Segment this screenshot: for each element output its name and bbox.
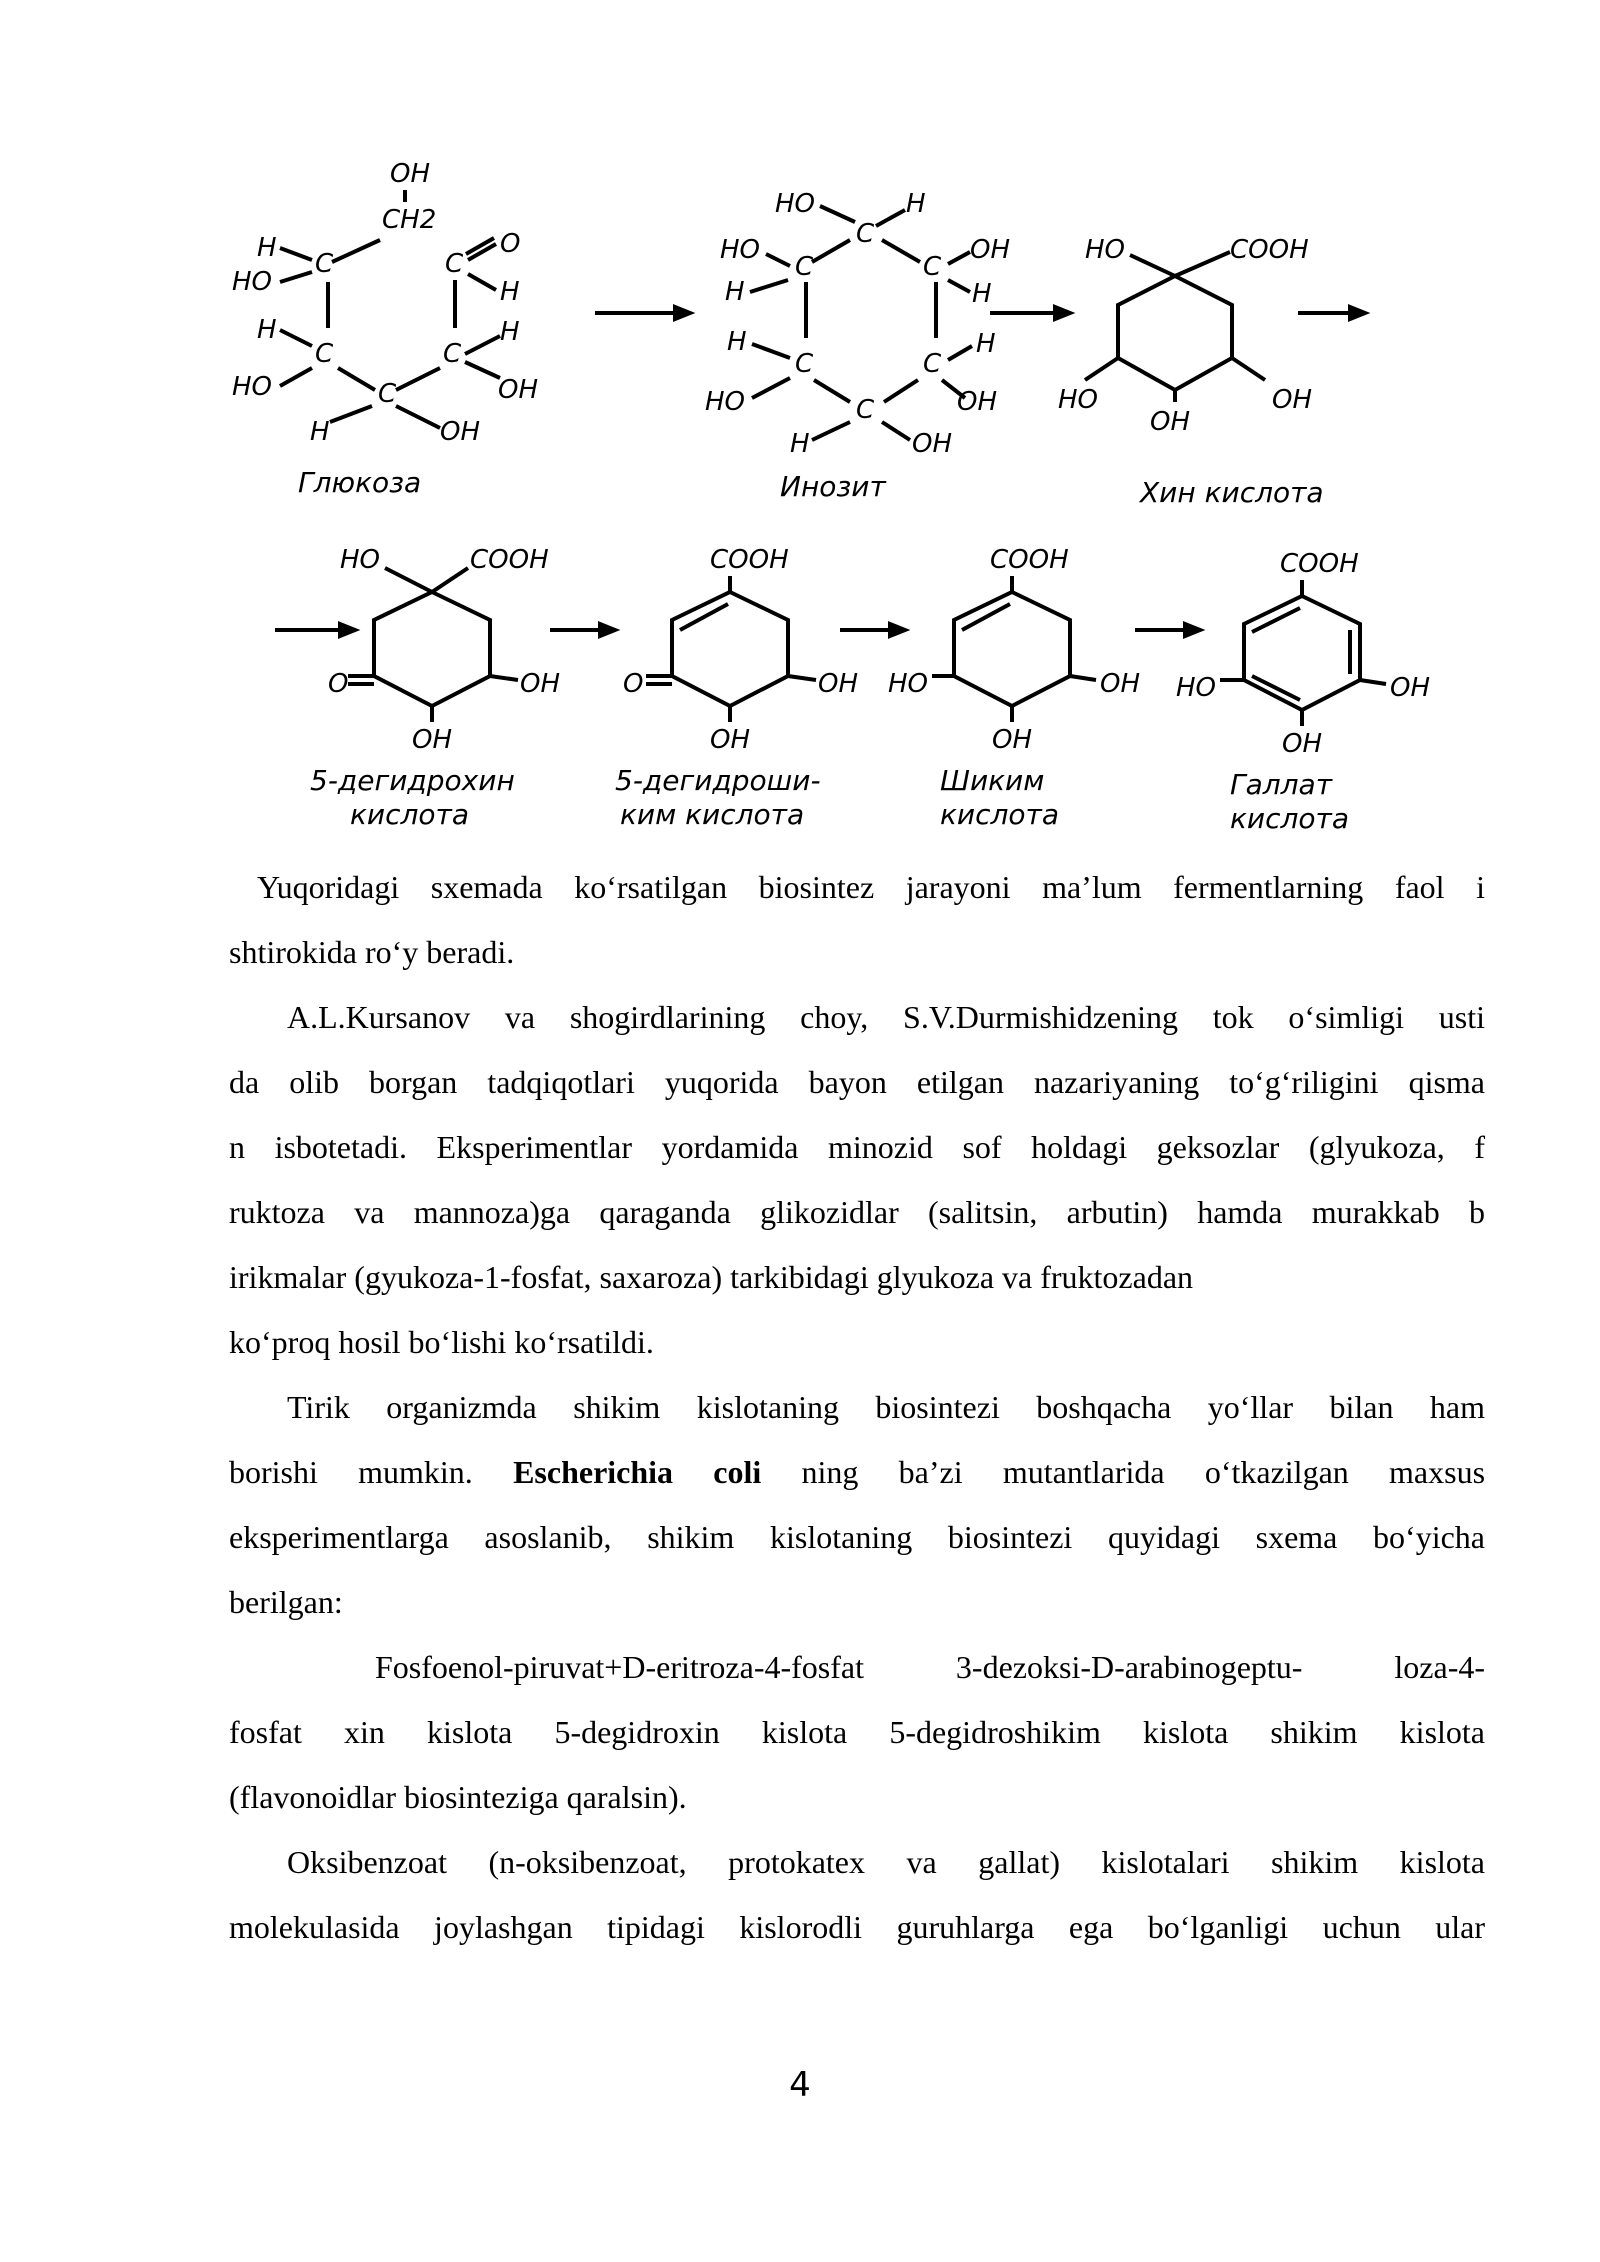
dhs-oh2: OH xyxy=(710,725,751,755)
gallic-label-2: кислота xyxy=(1230,802,1349,835)
glucose-c2: C xyxy=(315,339,334,369)
p2-line-5: irikmalar (gyukoza-1-fosfat, saxaroza) tarkibidagi glyukoza va fruktozadan xyxy=(229,1259,1194,1295)
inositol-structure xyxy=(705,189,1010,503)
gallic-label-1: Галлат xyxy=(1230,768,1333,801)
p1-line-2: shtirokida ro‘y beradi. xyxy=(229,934,515,970)
dhq-cooh: COOH xyxy=(470,545,549,575)
glucose-oh4: OH xyxy=(498,375,539,405)
p2-line-4: ruktoza va mannoza)ga qaraganda glikozidlar (salitsin, arbutin) hamda murakkab b xyxy=(229,1194,1485,1230)
glucose-label: Глюкоза xyxy=(298,466,422,499)
glucose-h4: H xyxy=(500,317,520,347)
glucose-ho1: HO xyxy=(232,267,273,297)
p4-line-2: fosfat xin kislota 5-degidroxin kislota 5-degidroshikim kislota shikim kislota xyxy=(229,1714,1485,1750)
p3-line-2 xyxy=(229,1440,1485,1505)
reaction-arrow xyxy=(840,624,905,636)
glucose-h3: H xyxy=(310,417,330,447)
glucose-ch2: CH2 xyxy=(382,205,437,235)
inositol-oh1: OH xyxy=(970,235,1011,265)
glucose-h2: H xyxy=(257,315,277,345)
dehydroshikimic-acid-structure xyxy=(615,545,858,831)
inositol-ho1: HO xyxy=(720,235,761,265)
paragraph-2 xyxy=(229,985,1485,1375)
dhq-oh1: OH xyxy=(520,669,561,699)
p3-line-4: berilgan: xyxy=(229,1584,343,1620)
p2-line-6: ko‘proq hosil bo‘lishi ko‘rsatildi. xyxy=(229,1324,654,1360)
shikimic-label-2: кислота xyxy=(940,798,1059,831)
inositol-h2: H xyxy=(972,279,992,309)
gallic-oh1: OH xyxy=(1390,673,1431,703)
dhs-cooh: COOH xyxy=(710,545,789,575)
glucose-h1: H xyxy=(257,233,277,263)
inositol-oh2: OH xyxy=(957,387,998,417)
inositol-c1: C xyxy=(856,219,875,249)
p2-line-1: A.L.Kursanov va shogirdlarining choy, S.V.Durmishidzening tok o‘simligi usti xyxy=(287,999,1485,1035)
gallic-acid-structure xyxy=(1176,549,1430,835)
quinic-ho2: HO xyxy=(1058,385,1099,415)
inositol-h-top: H xyxy=(906,189,926,219)
paragraph-4 xyxy=(229,1635,1485,1830)
glucose-o: O xyxy=(500,229,521,259)
quinic-oh2: OH xyxy=(1272,385,1313,415)
p1-line-1: Yuqoridagi sxemada ko‘rsatilgan biosintez jarayoni ma’lum fermentlarning faol i xyxy=(257,869,1485,905)
inositol-h5: H xyxy=(790,429,810,459)
page-number: 4 xyxy=(789,2065,811,2105)
shikimic-ho: HO xyxy=(888,669,929,699)
gallic-cooh: COOH xyxy=(1280,549,1359,579)
reaction-arrow xyxy=(990,307,1070,319)
p3-line-2-end: ning ba’zi mutantlarida o‘tkazilgan maxsus xyxy=(801,1454,1486,1490)
biosynthesis-scheme xyxy=(200,140,1431,840)
dhs-oh1: OH xyxy=(818,669,859,699)
p5-line-1: Oksibenzoat (n-oksibenzoat, protokatex va gallat) kislotalari shikim kislota xyxy=(287,1844,1485,1880)
reaction-arrow xyxy=(550,624,615,636)
glucose-c1: C xyxy=(315,249,334,279)
p3-line-3: eksperimentlarga asoslanib, shikim kislotaning biosintezi quyidagi sxema bo‘yicha xyxy=(229,1519,1485,1555)
glucose-h5: H xyxy=(500,277,520,307)
glucose-oh-top: OH xyxy=(390,159,431,189)
paragraph-1 xyxy=(229,855,1485,985)
inositol-h4: H xyxy=(976,329,996,359)
escherichia-coli-term: Escherichia coli xyxy=(513,1454,762,1490)
dhq-o: O xyxy=(328,669,349,699)
dehydroquinic-acid-structure xyxy=(310,545,560,831)
p4-line-3: (flavonoidlar biosinteziga qaralsin). xyxy=(229,1779,687,1815)
p3-line-2-start: borishi mumkin. xyxy=(229,1454,473,1490)
inositol-c2: C xyxy=(795,252,814,282)
reaction-arrow xyxy=(1298,307,1365,319)
quinic-ho1: HO xyxy=(1085,235,1126,265)
inositol-ho-top: HO xyxy=(775,189,816,219)
dhq-ho: HO xyxy=(340,545,381,575)
shikimic-oh2: OH xyxy=(992,725,1033,755)
shikimic-cooh: COOH xyxy=(990,545,1069,575)
body-text xyxy=(229,855,1485,1960)
glucose-c5: C xyxy=(445,249,464,279)
p2-line-3: n isbotetadi. Eksperimentlar yordamida minozid sof holdagi geksozlar (glyukoza, f xyxy=(229,1129,1485,1165)
shikimic-label-1: Шиким xyxy=(940,764,1045,797)
p5-line-2: molekulasida joylashgan tipidagi kislorodli guruhlarga ega bo‘lganligi uchun ular xyxy=(229,1909,1485,1945)
inositol-c3: C xyxy=(923,252,942,282)
inositol-label: Инозит xyxy=(780,470,886,503)
reaction-arrow xyxy=(275,624,355,636)
glucose-structure xyxy=(232,159,538,499)
dhs-o: O xyxy=(623,669,644,699)
glucose-oh3: OH xyxy=(440,417,481,447)
p4-line-1: Fosfoenol-piruvat+D-eritroza-4-fosfat 3-dezoksi-D-arabinogeptu- loza-4- xyxy=(375,1649,1485,1685)
dehydroshikimic-label-1: 5-дегидроши- xyxy=(615,764,821,797)
inositol-c6: C xyxy=(856,395,875,425)
shikimic-acid-structure xyxy=(888,545,1140,831)
inositol-h1: H xyxy=(725,277,745,307)
quinic-cooh: COOH xyxy=(1230,235,1309,265)
gallic-ho: HO xyxy=(1176,673,1217,703)
reaction-arrow xyxy=(595,307,690,319)
quinic-acid-label: Хин кислота xyxy=(1140,476,1324,509)
dehydroquinic-label-2: кислота xyxy=(350,798,469,831)
reaction-arrow xyxy=(1135,624,1200,636)
inositol-c5: C xyxy=(923,349,942,379)
inositol-oh3: OH xyxy=(912,429,953,459)
dehydroshikimic-label-2: ким кислота xyxy=(620,798,805,831)
p3-line-1: Tirik organizmda shikim kislotaning biosintezi boshqacha yo‘llar bilan ham xyxy=(287,1389,1485,1425)
paragraph-3 xyxy=(229,1375,1485,1635)
quinic-oh1: OH xyxy=(1150,407,1191,437)
dehydroquinic-label-1: 5-дегидрохин xyxy=(310,764,515,797)
glucose-c4: C xyxy=(443,339,462,369)
dhq-oh2: OH xyxy=(412,725,453,755)
paragraph-5 xyxy=(229,1830,1485,1960)
shikimic-oh1: OH xyxy=(1100,669,1141,699)
p2-line-2: da olib borgan tadqiqotlari yuqorida bayon etilgan nazariyaning to‘g‘riligini qisma xyxy=(229,1064,1485,1100)
gallic-oh2: OH xyxy=(1282,729,1323,759)
inositol-ho2: HO xyxy=(705,387,746,417)
quinic-acid-structure xyxy=(1058,235,1324,509)
glucose-c3: C xyxy=(378,379,397,409)
inositol-h3: H xyxy=(727,327,747,357)
inositol-c4: C xyxy=(795,349,814,379)
glucose-ho2: HO xyxy=(232,372,273,402)
